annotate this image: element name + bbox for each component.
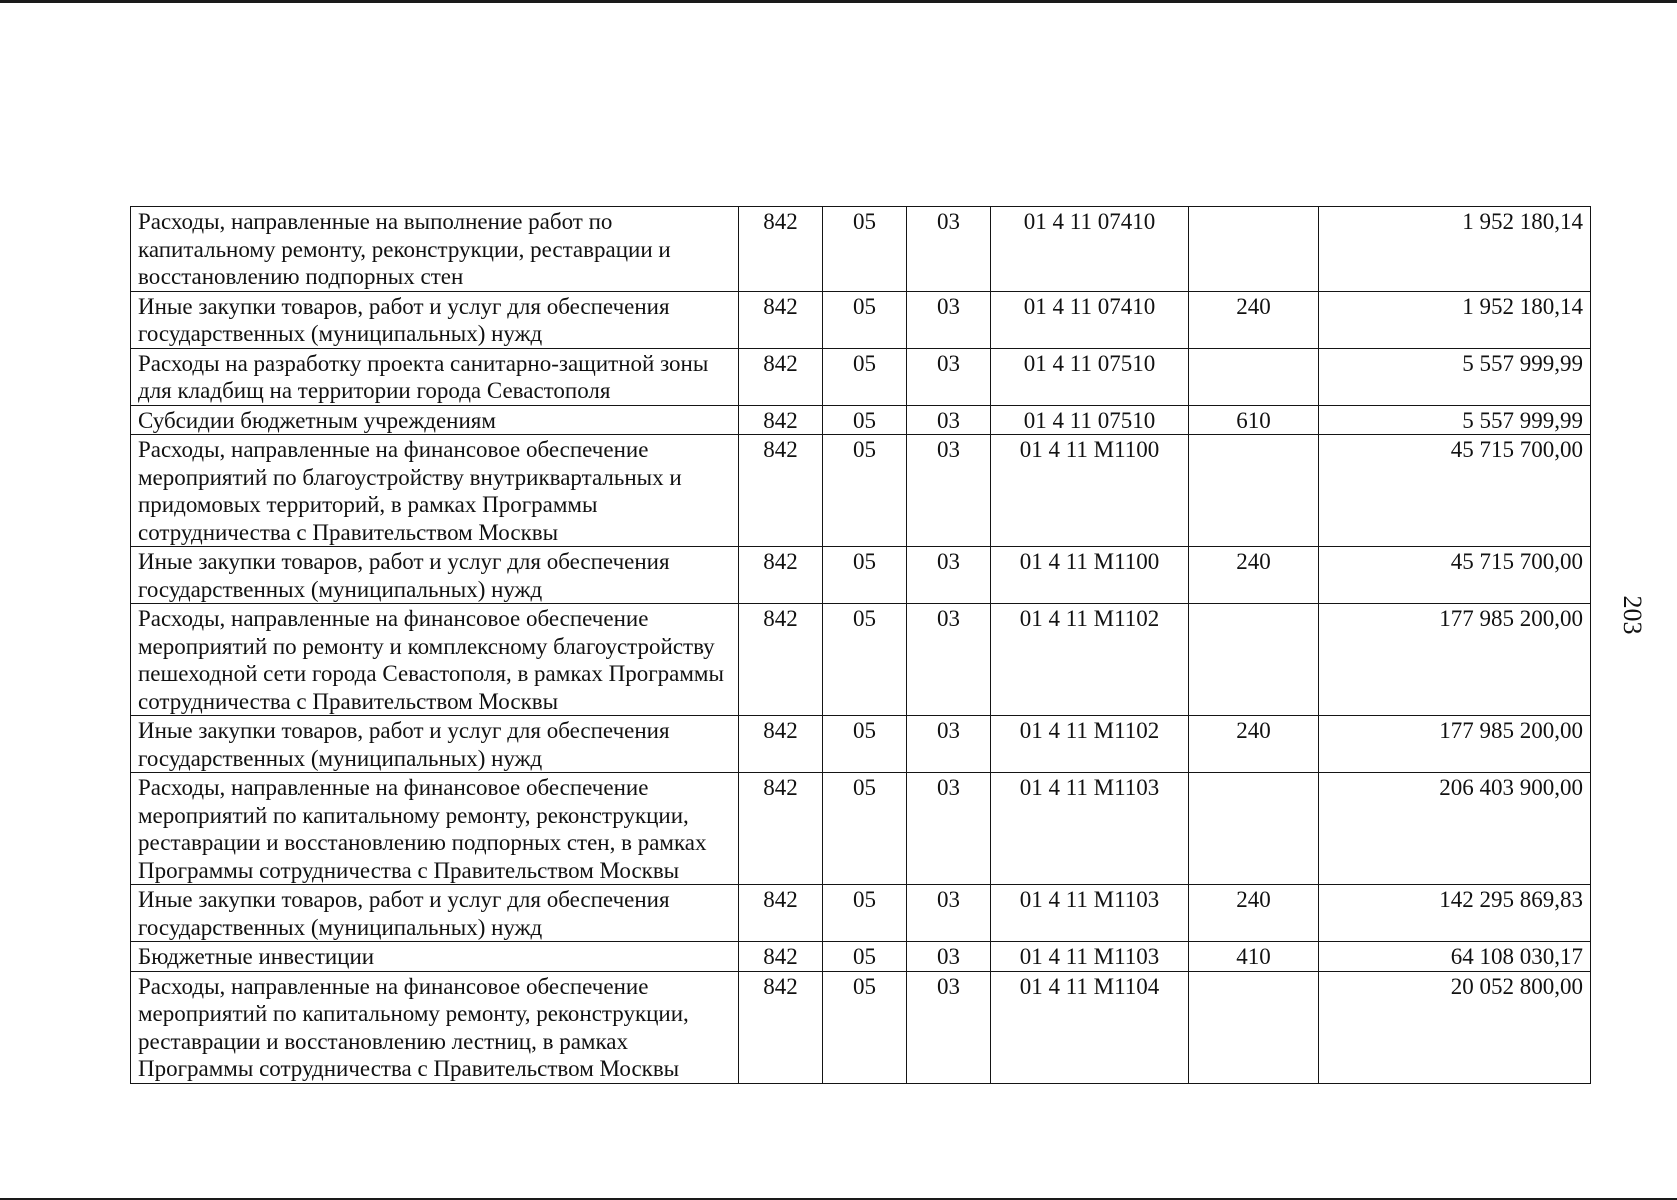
table-row xyxy=(131,942,1591,972)
section-code-cell: 05 xyxy=(823,547,907,604)
table-row xyxy=(131,971,1591,1083)
target-article-cell: 01 4 11 07410 xyxy=(991,291,1189,348)
table-row xyxy=(131,291,1591,348)
budget-table-container xyxy=(130,206,1590,1084)
admin-code-cell: 842 xyxy=(739,716,823,773)
section-code-cell: 05 xyxy=(823,291,907,348)
subsection-code-cell: 03 xyxy=(907,971,991,1083)
section-code-cell: 05 xyxy=(823,435,907,547)
table-row xyxy=(131,207,1591,292)
target-article-cell: 01 4 11 07410 xyxy=(991,207,1189,292)
scan-border-top xyxy=(0,0,1677,3)
admin-code-cell: 842 xyxy=(739,547,823,604)
page-number: 203 xyxy=(1618,595,1647,635)
expense-type-cell xyxy=(1189,773,1319,885)
budget-table xyxy=(130,206,1591,1084)
expense-type-cell: 610 xyxy=(1189,405,1319,435)
expense-type-cell: 240 xyxy=(1189,885,1319,942)
target-article-cell: 01 4 11 М1100 xyxy=(991,435,1189,547)
target-article-cell: 01 4 11 М1104 xyxy=(991,971,1189,1083)
subsection-code-cell: 03 xyxy=(907,885,991,942)
amount-cell: 206 403 900,00 xyxy=(1319,773,1591,885)
table-row xyxy=(131,547,1591,604)
target-article-cell: 01 4 11 М1103 xyxy=(991,773,1189,885)
admin-code-cell: 842 xyxy=(739,885,823,942)
admin-code-cell: 842 xyxy=(739,971,823,1083)
amount-cell: 5 557 999,99 xyxy=(1319,348,1591,405)
subsection-code-cell: 03 xyxy=(907,604,991,716)
subsection-code-cell: 03 xyxy=(907,547,991,604)
subsection-code-cell: 03 xyxy=(907,291,991,348)
expense-name-cell: Расходы, направленные на финансовое обеспечение мероприятий по благоустройству внутриквартальных и придомовых территорий, в рамках Программы сотрудничества с Правительством Москвы xyxy=(131,435,739,547)
expense-type-cell xyxy=(1189,348,1319,405)
subsection-code-cell: 03 xyxy=(907,716,991,773)
admin-code-cell: 842 xyxy=(739,207,823,292)
expense-name-cell: Субсидии бюджетным учреждениям xyxy=(131,405,739,435)
admin-code-cell: 842 xyxy=(739,348,823,405)
expense-name-cell: Иные закупки товаров, работ и услуг для обеспечения государственных (муниципальных) нужд xyxy=(131,716,739,773)
expense-type-cell xyxy=(1189,971,1319,1083)
subsection-code-cell: 03 xyxy=(907,773,991,885)
section-code-cell: 05 xyxy=(823,716,907,773)
expense-name-cell: Расходы, направленные на выполнение работ по капитальному ремонту, реконструкции, реставрации и восстановлению подпорных стен xyxy=(131,207,739,292)
subsection-code-cell: 03 xyxy=(907,348,991,405)
subsection-code-cell: 03 xyxy=(907,435,991,547)
expense-type-cell: 240 xyxy=(1189,716,1319,773)
section-code-cell: 05 xyxy=(823,405,907,435)
amount-cell: 1 952 180,14 xyxy=(1319,291,1591,348)
admin-code-cell: 842 xyxy=(739,773,823,885)
target-article-cell: 01 4 11 М1102 xyxy=(991,716,1189,773)
table-row xyxy=(131,348,1591,405)
expense-name-cell: Расходы на разработку проекта санитарно-защитной зоны для кладбищ на территории города Севастополя xyxy=(131,348,739,405)
table-row xyxy=(131,604,1591,716)
target-article-cell: 01 4 11 М1100 xyxy=(991,547,1189,604)
target-article-cell: 01 4 11 М1103 xyxy=(991,942,1189,972)
table-row xyxy=(131,435,1591,547)
expense-type-cell xyxy=(1189,604,1319,716)
expense-name-cell: Бюджетные инвестиции xyxy=(131,942,739,972)
admin-code-cell: 842 xyxy=(739,405,823,435)
amount-cell: 5 557 999,99 xyxy=(1319,405,1591,435)
amount-cell: 177 985 200,00 xyxy=(1319,604,1591,716)
target-article-cell: 01 4 11 07510 xyxy=(991,348,1189,405)
amount-cell: 64 108 030,17 xyxy=(1319,942,1591,972)
expense-type-cell xyxy=(1189,435,1319,547)
budget-table-body xyxy=(131,207,1591,1084)
subsection-code-cell: 03 xyxy=(907,942,991,972)
table-row xyxy=(131,716,1591,773)
amount-cell: 45 715 700,00 xyxy=(1319,547,1591,604)
table-row xyxy=(131,405,1591,435)
amount-cell: 20 052 800,00 xyxy=(1319,971,1591,1083)
expense-name-cell: Расходы, направленные на финансовое обеспечение мероприятий по ремонту и комплексному благоустройству пешеходной сети города Севастополя, в рамках Программы сотрудничества с Правительством Москвы xyxy=(131,604,739,716)
expense-name-cell: Иные закупки товаров, работ и услуг для обеспечения государственных (муниципальных) нужд xyxy=(131,547,739,604)
section-code-cell: 05 xyxy=(823,207,907,292)
table-row xyxy=(131,773,1591,885)
target-article-cell: 01 4 11 07510 xyxy=(991,405,1189,435)
expense-name-cell: Иные закупки товаров, работ и услуг для обеспечения государственных (муниципальных) нужд xyxy=(131,291,739,348)
expense-name-cell: Расходы, направленные на финансовое обеспечение мероприятий по капитальному ремонту, реконструкции, реставрации и восстановлению лестниц, в рамках Программы сотрудничества с Правительством Москвы xyxy=(131,971,739,1083)
target-article-cell: 01 4 11 М1103 xyxy=(991,885,1189,942)
expense-type-cell: 240 xyxy=(1189,291,1319,348)
target-article-cell: 01 4 11 М1102 xyxy=(991,604,1189,716)
section-code-cell: 05 xyxy=(823,942,907,972)
section-code-cell: 05 xyxy=(823,971,907,1083)
section-code-cell: 05 xyxy=(823,773,907,885)
admin-code-cell: 842 xyxy=(739,942,823,972)
expense-type-cell xyxy=(1189,207,1319,292)
amount-cell: 142 295 869,83 xyxy=(1319,885,1591,942)
admin-code-cell: 842 xyxy=(739,435,823,547)
amount-cell: 45 715 700,00 xyxy=(1319,435,1591,547)
section-code-cell: 05 xyxy=(823,885,907,942)
amount-cell: 1 952 180,14 xyxy=(1319,207,1591,292)
expense-type-cell: 240 xyxy=(1189,547,1319,604)
expense-name-cell: Иные закупки товаров, работ и услуг для обеспечения государственных (муниципальных) нужд xyxy=(131,885,739,942)
admin-code-cell: 842 xyxy=(739,604,823,716)
expense-name-cell: Расходы, направленные на финансовое обеспечение мероприятий по капитальному ремонту, реконструкции, реставрации и восстановлению подпорных стен, в рамках Программы сотрудничества с Правительством Москвы xyxy=(131,773,739,885)
table-row xyxy=(131,885,1591,942)
section-code-cell: 05 xyxy=(823,348,907,405)
expense-type-cell: 410 xyxy=(1189,942,1319,972)
section-code-cell: 05 xyxy=(823,604,907,716)
subsection-code-cell: 03 xyxy=(907,207,991,292)
admin-code-cell: 842 xyxy=(739,291,823,348)
amount-cell: 177 985 200,00 xyxy=(1319,716,1591,773)
subsection-code-cell: 03 xyxy=(907,405,991,435)
